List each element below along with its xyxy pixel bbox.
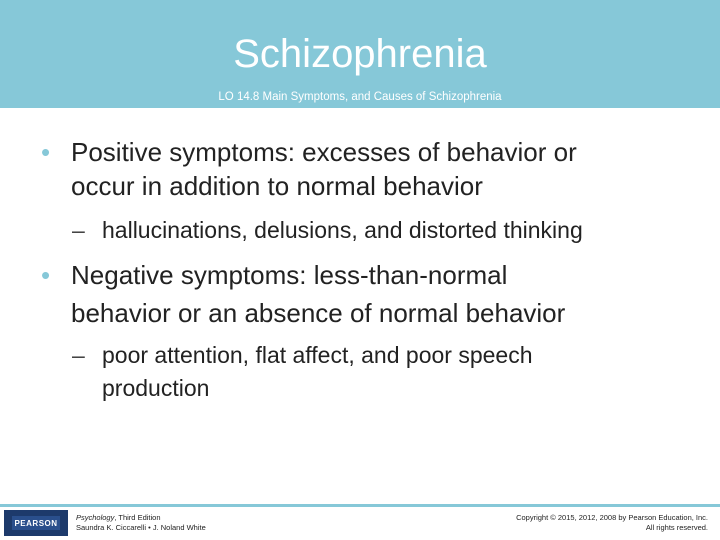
bullet-negative-symptoms-line1: Negative symptoms: less-than-normal (71, 260, 508, 290)
pearson-logo-wordmark: PEARSON (12, 516, 60, 530)
sub-bullet-negative-examples-line2: production (102, 375, 210, 401)
sub-bullet-marker: – (72, 342, 85, 368)
bullet-marker: • (41, 260, 51, 290)
sub-bullet-negative-examples-line1: poor attention, flat affect, and poor speech (102, 342, 533, 368)
bullet-positive-symptoms-line1: Positive symptoms: excesses of behavior or (71, 137, 577, 167)
sub-bullet-marker: – (72, 217, 85, 243)
footer-authors: Saundra K. Ciccarelli • J. Noland White (76, 523, 206, 532)
footer-book-title: Psychology (76, 513, 115, 522)
footer-rights-line: All rights reserved. (645, 523, 708, 532)
footer-copyright-line: Copyright © 2015, 2012, 2008 by Pearson Education, Inc. (516, 513, 708, 522)
footer-divider (0, 504, 720, 507)
sub-bullet-positive-examples: hallucinations, delusions, and distorted thinking (102, 217, 583, 243)
bullet-positive-symptoms-line2: occur in addition to normal behavior (71, 171, 483, 201)
learning-objective-subtitle: LO 14.8 Main Symptoms, and Causes of Schizophrenia (218, 91, 502, 103)
footer-book-title-line (76, 513, 206, 523)
bullet-marker: • (41, 137, 51, 167)
pearson-logo (4, 510, 68, 536)
slide-title: Schizophrenia (233, 32, 487, 76)
bullet-negative-symptoms-line2: behavior or an absence of normal behavior (71, 298, 566, 328)
footer-book-edition: , Third Edition (114, 513, 161, 522)
footer-book-info (76, 513, 206, 533)
footer-copyright (516, 513, 708, 533)
